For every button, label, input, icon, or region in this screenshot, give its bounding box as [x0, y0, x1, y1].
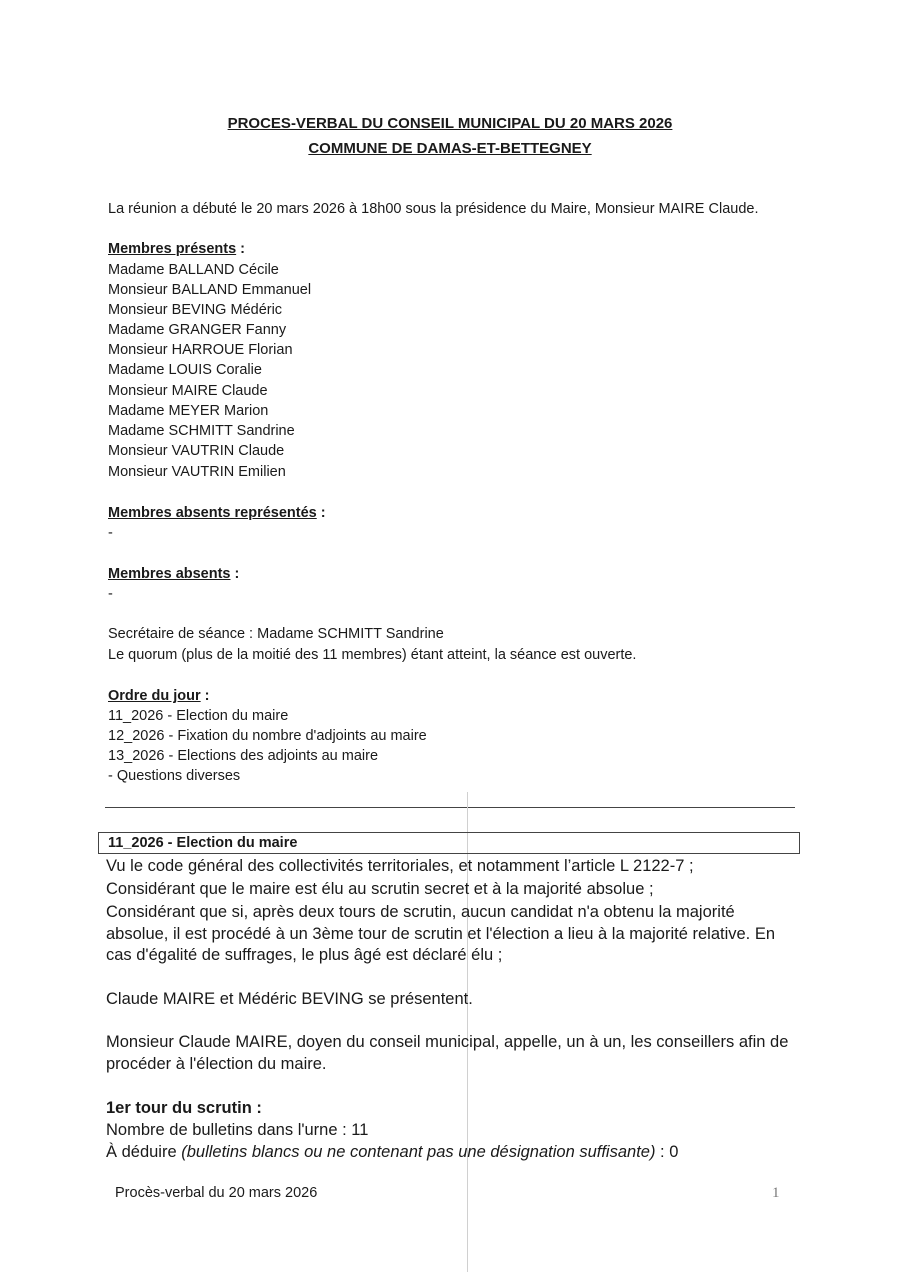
quorum-text: Le quorum (plus de la moitié des 11 membres) étant atteint, la séance est ouverte. — [108, 647, 637, 663]
member-item: Madame MEYER Marion — [108, 403, 269, 419]
present-heading-label: Membres présents — [108, 241, 237, 257]
agenda-label: Ordre du jour — [108, 688, 201, 704]
member-item: Monsieur VAUTRIN Emilien — [108, 464, 286, 480]
footer-label: Procès-verbal du 20 mars 2026 — [115, 1185, 318, 1201]
agenda-item: 13_2026 - Elections des adjoints au maire — [108, 748, 379, 764]
member-item: Monsieur HARROUE Florian — [108, 342, 293, 358]
ballots-count: Nombre de bulletins dans l'urne : 11 — [106, 1121, 369, 1139]
procedure-line: Monsieur Claude MAIRE, doyen du conseil municipal, appelle, un à un, les conseillers afin de — [106, 1033, 789, 1051]
absent-represented-heading — [108, 505, 326, 521]
section-title: 11_2026 - Election du maire — [108, 835, 298, 851]
absent-value: - — [108, 586, 113, 602]
absent-represented-colon: : — [316, 505, 326, 521]
candidates-text: Claude MAIRE et Médéric BEVING se présentent. — [106, 990, 473, 1008]
deduct-line — [106, 1143, 678, 1162]
member-item: Madame SCHMITT Sandrine — [108, 423, 295, 439]
present-heading-colon: : — [236, 241, 245, 257]
paragraph-line: Considérant que le maire est élu au scrutin secret et à la majorité absolue ; — [106, 880, 654, 898]
paragraph-line: cas d'égalité de suffrages, le plus âgé est déclaré élu ; — [106, 946, 503, 964]
deduct-prefix: À déduire — [106, 1143, 182, 1161]
separator-line — [105, 807, 795, 808]
absent-represented-value: - — [108, 525, 113, 541]
member-item: Monsieur MAIRE Claude — [108, 383, 268, 399]
round-heading: 1er tour du scrutin : — [106, 1099, 262, 1117]
agenda-item: 11_2026 - Election du maire — [108, 708, 289, 724]
commune-title: COMMUNE DE DAMAS-ET-BETTEGNEY — [308, 140, 592, 157]
absent-label: Membres absents — [108, 566, 231, 582]
paragraph-line: Considérant que si, après deux tours de scrutin, aucun candidat n'a obtenu la majorité — [106, 903, 735, 921]
absent-colon: : — [230, 566, 240, 582]
member-item: Monsieur VAUTRIN Claude — [108, 443, 285, 459]
agenda-item: - Questions diverses — [108, 768, 241, 784]
member-item: Madame BALLAND Cécile — [108, 262, 279, 278]
deduct-italic: (bulletins blancs ou ne contenant pas une désignation suffisante) — [181, 1143, 656, 1161]
document-title: PROCES-VERBAL DU CONSEIL MUNICIPAL DU 20 MARS 2026 — [227, 115, 673, 132]
procedure-line: procéder à l'élection du maire. — [106, 1055, 327, 1073]
agenda-heading — [108, 688, 210, 704]
agenda-colon: : — [200, 688, 210, 704]
member-item: Monsieur BEVING Médéric — [108, 302, 283, 318]
paragraph-line: Vu le code général des collectivités territoriales, et notamment l’article L 2122-7 ; — [106, 857, 694, 875]
intro-text: La réunion a débuté le 20 mars 2026 à 18h00 sous la présidence du Maire, Monsieur MAIRE Claude. — [108, 201, 759, 217]
deduct-suffix: : 0 — [655, 1143, 679, 1161]
agenda-item: 12_2026 - Fixation du nombre d'adjoints au maire — [108, 728, 427, 744]
absent-heading — [108, 566, 239, 582]
present-heading — [108, 241, 245, 257]
member-item: Madame LOUIS Coralie — [108, 362, 262, 378]
secretary-text: Secrétaire de séance : Madame SCHMITT Sandrine — [108, 626, 444, 642]
absent-represented-label: Membres absents représentés — [108, 505, 317, 521]
paragraph-line: absolue, il est procédé à un 3ème tour de scrutin et l'élection a lieu à la majorité relative. En — [106, 925, 776, 943]
member-item: Monsieur BALLAND Emmanuel — [108, 282, 312, 298]
member-item: Madame GRANGER Fanny — [108, 322, 287, 338]
page-number: 1 — [772, 1185, 780, 1201]
